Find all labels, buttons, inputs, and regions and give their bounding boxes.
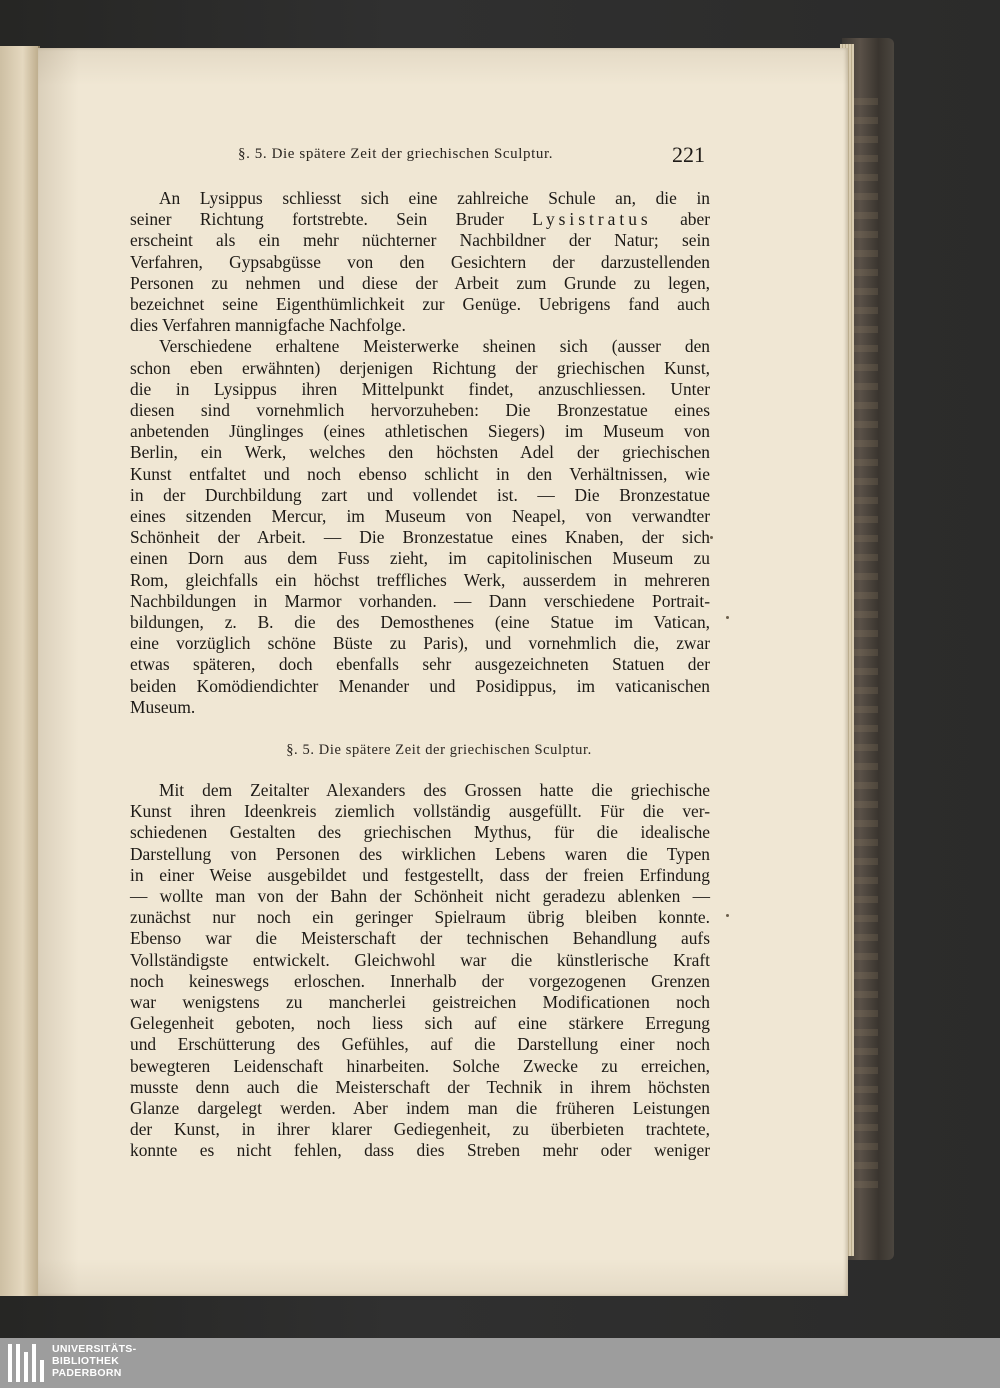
ink-speck — [726, 914, 729, 917]
logo-line: PADERBORN — [52, 1367, 122, 1379]
text-line: beiden Komödiendichter Menander und Posidippus, im vaticanischen — [130, 675, 710, 696]
book-page — [38, 48, 848, 1296]
library-logo-text — [52, 1343, 136, 1379]
text-line: anbetenden Jünglinges (eines athletischen Siegers) im Museum von — [130, 421, 710, 442]
text-line: Schönheit der Arbeit. — Die Bronzestatue eines Knaben, der sich — [130, 527, 710, 548]
logo-line: BIBLIOTHEK — [52, 1355, 120, 1367]
text-line: die in Lysippus ihren Mittelpunkt findet, anzuschliessen. Unter — [130, 378, 710, 399]
text-line: schiedenen Gestalten des griechischen Mythus, für die idealische — [130, 822, 710, 843]
text-line: erscheint als ein mehr nüchterner Nachbildner der Natur; sein — [130, 230, 710, 251]
name-lysistratus: Lysistratus — [532, 209, 652, 230]
text-line: Kunst ihren Ideenkreis ziemlich vollständig ausgefüllt. Für die ver- — [130, 801, 710, 822]
text-line: Darstellung von Personen des wirklichen Lebens waren die Typen — [130, 843, 710, 864]
paragraph-alexander-era — [130, 780, 710, 1162]
text-line: bewegteren Leidenschaft hinarbeiten. Solche Zwecke zu erreichen, — [130, 1055, 710, 1076]
text-block-lysippus — [130, 188, 710, 718]
text-line: Verfahren, Gypsabgüsse von den Gesichtern der darzustellenden — [130, 251, 710, 272]
cover-wear — [852, 98, 878, 1198]
text-line: Verschiedene erhaltene Meisterwerke sheinen sich (ausser den — [159, 336, 710, 357]
text-line: etwas späteren, doch ebenfalls sehr ausgezeichneten Statuen der — [130, 654, 710, 675]
section-heading-text: §. 5. Die spätere Zeit der griechischen Sculptur. — [286, 742, 592, 758]
text-line: diesen sind vornehmlich hervorzuheben: Die Bronzestatue eines — [130, 400, 710, 421]
text-line: Personen zu nehmen und diese der Arbeit zum Grunde zu legen, — [130, 272, 710, 293]
text-line: Museum. — [130, 696, 196, 717]
text-line: Nachbildungen in Marmor vorhanden. — Dann verschiedene Portrait- — [130, 590, 710, 611]
text-line: einen Dorn aus dem Fuss zieht, im capitolinischen Museum zu — [130, 548, 710, 569]
text-line: noch keineswegs erloschen. Innerhalb der vorgezogenen Grenzen — [130, 970, 710, 991]
text-line-part: seiner Richtung fortstrebte. Sein Bruder — [130, 209, 533, 230]
library-logo-icon — [8, 1344, 48, 1384]
text-line: war wenigstens zu mancherlei geistreichen Modificationen noch — [130, 992, 710, 1013]
text-line: Ebenso war die Meisterschaft der technischen Behandlung aufs — [130, 928, 710, 949]
ink-speck — [710, 536, 713, 539]
paragraph-masterworks — [130, 336, 710, 718]
text-line: schon eben erwähnten) derjenigen Richtung der griechischen Kunst, — [130, 357, 710, 378]
page-header — [38, 142, 848, 172]
text-line: Mit dem Zeitalter Alexanders des Grossen hatte die griechische — [159, 780, 710, 800]
ink-speck — [726, 616, 729, 619]
text-line: Glanze dargelegt werden. Aber indem man die früheren Leistungen — [130, 1098, 710, 1119]
text-line: bildungen, z. B. die des Demosthenes (eine Statue im Vatican, — [130, 612, 710, 633]
text-line: Berlin, ein Werk, welches den höchsten Adel der griechischen — [130, 442, 710, 463]
text-line: Vollständigste entwickelt. Gleichwohl war die künstlerische Kraft — [130, 949, 710, 970]
text-line: und Erschütterung des Gefühles, auf die Darstellung einer noch — [130, 1034, 710, 1055]
text-line: An Lysippus schliesst sich eine zahlreiche Schule an, die in — [159, 188, 710, 208]
running-head: §. 5. Die spätere Zeit der griechischen Sculptur. — [238, 146, 554, 162]
paragraph-lysippus-school — [130, 188, 710, 336]
page-number: 221 — [672, 142, 705, 167]
text-line: dies Verfahren mannigfache Nachfolge. — [130, 315, 406, 336]
text-line: Rom, gleichfalls ein höchst treffliches Werk, ausserdem in mehreren — [130, 569, 710, 590]
library-footer-bar — [0, 1338, 1000, 1388]
text-line: — wollte man von der Bahn der Schönheit nicht geradezu ablenken — — [130, 886, 710, 907]
text-line: in einer Weise ausgebildet und festgestellt, dass der freien Erfindung — [130, 864, 710, 885]
text-line — [130, 209, 710, 230]
text-block-alexander — [130, 780, 710, 1162]
text-line: bezeichnet seine Eigenthümlichkeit zur Genüge. Uebrigens fand auch — [130, 294, 710, 315]
logo-line: UNIVERSITÄTS- — [52, 1343, 137, 1355]
text-line-part: aber — [651, 209, 710, 230]
text-line: eine vorzüglich schöne Büste zu Paris), und vornehmlich die, zwar — [130, 633, 710, 654]
text-line: eines sitzenden Mercur, im Museum von Neapel, von verwandter — [130, 506, 710, 527]
text-line: der Kunst, in ihrer klarer Gediegenheit, zu überbieten trachtete, — [130, 1119, 710, 1140]
text-line: Kunst entfaltet und noch ebenso schlicht in den Verhältnissen, wie — [130, 463, 710, 484]
text-line: in der Durchbildung zart und vollendet ist. — Die Bronzestatue — [130, 484, 710, 505]
left-page-edge — [0, 46, 40, 1296]
section-heading — [38, 742, 848, 759]
text-line: konnte es nicht fehlen, dass dies Streben mehr oder weniger — [130, 1140, 710, 1161]
text-line: Gelegenheit geboten, noch liess sich auf eine stärkere Erregung — [130, 1013, 710, 1034]
text-line: musste denn auch die Meisterschaft der Technik in ihrem höchsten — [130, 1076, 710, 1097]
text-line: zunächst nur noch ein geringer Spielraum übrig bleiben konnte. — [130, 907, 710, 928]
